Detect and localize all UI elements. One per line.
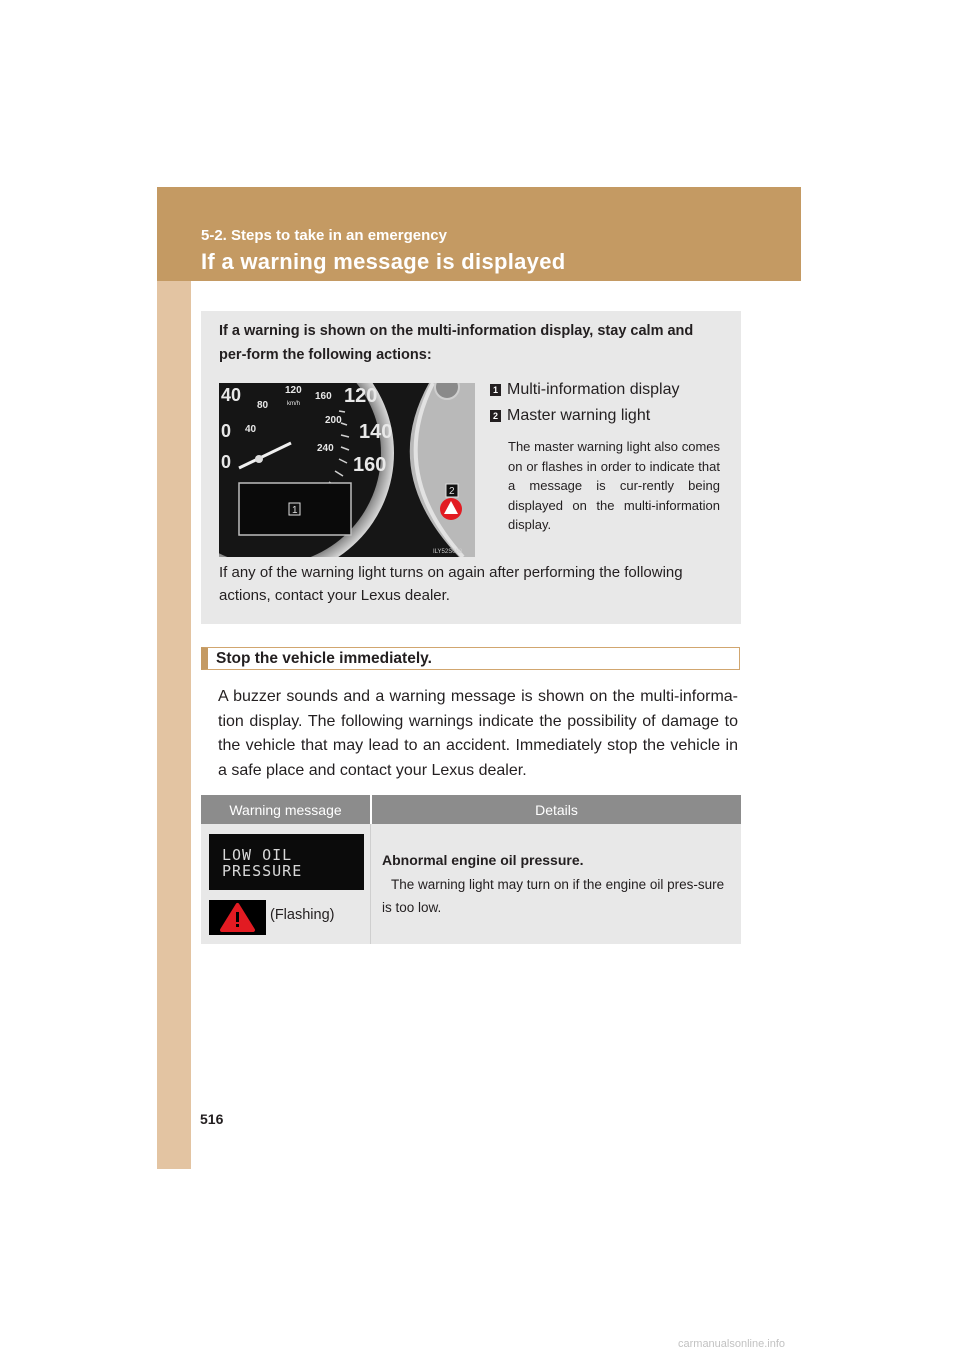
warning-table xyxy=(201,795,741,944)
speed-label: 40 xyxy=(245,424,257,435)
speed-label: 120 xyxy=(285,385,302,396)
speed-label: 0 xyxy=(221,421,232,441)
intro-text: If a warning is shown on the multi-information display, stay calm and per-form the following actions: xyxy=(219,323,694,363)
display-message xyxy=(209,834,364,890)
speed-label: 40 xyxy=(221,385,242,405)
speed-label: 0 xyxy=(221,452,232,472)
table-row xyxy=(201,824,741,944)
watermark: carmanualsonline.info xyxy=(678,1338,786,1350)
dealer-note: If any of the warning light turns on again after performing the following actions, contact your Lexus dealer. xyxy=(219,564,683,604)
instrument-cluster-drawing xyxy=(219,383,475,557)
page-number: 516 xyxy=(200,1111,224,1127)
display-message-text: LOW OIL PRESSURE xyxy=(222,846,303,880)
detail-text: The warning light may turn on if the engine oil pres-sure is too low. xyxy=(382,877,725,915)
details-cell xyxy=(371,824,741,944)
speed-label: 240 xyxy=(317,443,334,454)
step-heading xyxy=(201,647,740,670)
speed-label: 200 xyxy=(325,415,342,426)
number-badge: 2 xyxy=(490,410,501,422)
instrument-cluster-illustration xyxy=(219,383,475,557)
number-badge: 1 xyxy=(490,384,501,396)
speed-label: 160 xyxy=(315,391,332,402)
image-code: ILY52S088 xyxy=(433,549,463,555)
speed-label: 140 xyxy=(359,421,393,443)
detail-title: Abnormal engine oil pressure. xyxy=(382,852,584,868)
speed-label: 160 xyxy=(353,454,387,476)
speed-label: 80 xyxy=(257,400,269,411)
page-title: If a warning message is displayed xyxy=(201,249,566,274)
warning-message-cell xyxy=(201,824,371,944)
step-heading-text: Stop the vehicle immediately. xyxy=(216,650,432,667)
section-label: 5-2. Steps to take in an emergency xyxy=(201,227,447,244)
chapter-header xyxy=(157,187,801,281)
legend-item xyxy=(490,403,720,429)
legend-item xyxy=(490,377,720,403)
intro-box xyxy=(201,311,741,624)
legend-label: Master warning light xyxy=(507,407,651,424)
unit-label: km/h xyxy=(287,401,301,407)
callout-2: 2 xyxy=(449,486,455,497)
table-header xyxy=(201,795,741,824)
master-warning-indicator xyxy=(209,900,266,935)
step-body: A buzzer sounds and a warning message is shown on the multi-informa-tion display. The following warnings indicate the possibility of damage to the vehicle that may lead to an accident. Immediately stop the vehicle in a safe place and contact your Lexus dealer. xyxy=(218,688,738,779)
speed-label: 120 xyxy=(344,385,378,407)
legend-label: Multi-information display xyxy=(507,381,680,398)
column-header-details: Details xyxy=(535,801,578,818)
legend-description: The master warning light also comes on or flashes in order to indicate that a message is cur-rently being displayed on the multi-information display. xyxy=(508,439,720,532)
flashing-label: (Flashing) xyxy=(270,907,335,923)
column-header-warning-message: Warning message xyxy=(201,795,372,824)
warning-triangle-icon xyxy=(209,900,266,935)
side-strip xyxy=(157,187,191,1169)
callout-1: 1 xyxy=(292,505,298,516)
legend xyxy=(490,377,720,535)
